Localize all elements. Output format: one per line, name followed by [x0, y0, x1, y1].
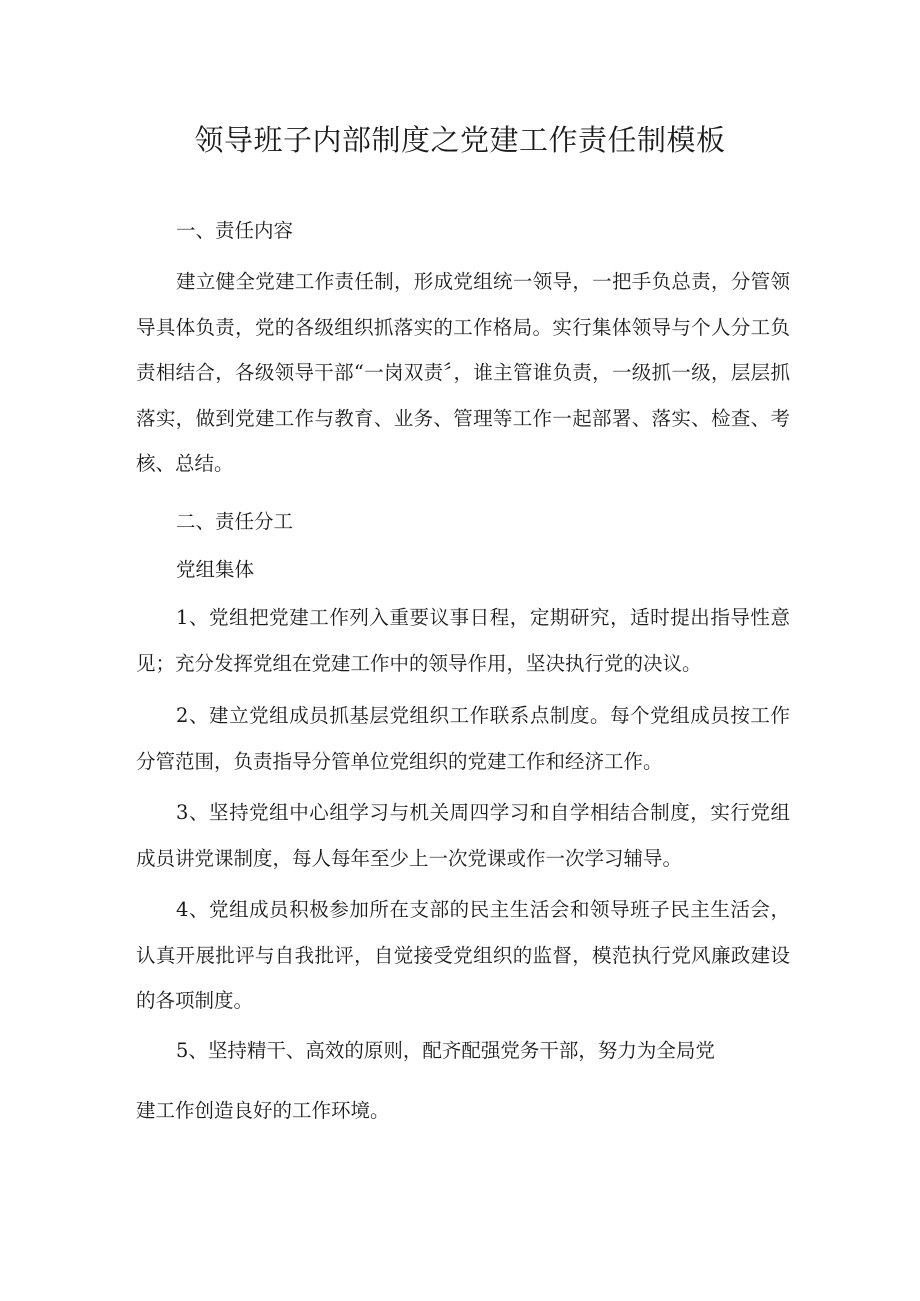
list-item-5-line-2: 建工作创造良好的工作环境。: [136, 1099, 390, 1122]
section-heading-responsibility-content: 一、责任内容: [176, 219, 294, 242]
paragraph-responsibility-content: 建立健全党建工作责任制，形成党组统一领导，一把手负总责，分管领导具体负责，党的各级组织抓落实的工作格局。实行集体领导与个人分工负责相结合，各级领导干部“一岗双责〞，谁主管谁负责，一级抓一级，层层抓落实，做到党建工作与教育、业务、管理等工作一起部署、落实、检查、考核、总结。: [136, 270, 790, 475]
list-item-1: 1、党组把党建工作列入重要议事日程，定期研究，适时提出指导性意见；充分发挥党组在党建工作中的领导作用，坚决执行党的决议。: [136, 606, 790, 675]
list-item-5-line-1: 5、坚持精干、高效的原则，配齐配强党务干部，努力为全局党: [176, 1039, 715, 1062]
section-heading-division-of-labor: 二、责任分工: [176, 510, 294, 533]
list-item-4: 4、党组成员积极参加所在支部的民主生活会和领导班子民主生活会，认真开展批评与自我批评，自觉接受党组织的监督，模范执行党风廉政建设的各项制度。: [136, 898, 790, 1012]
document-title: 领导班子内部制度之党建工作责任制模板: [194, 123, 726, 157]
list-item-2: 2、建立党组成员抓基层党组织工作联系点制度。每个党组成员按工作分管范围，负责指导分管单位党组织的党建工作和经济工作。: [136, 704, 790, 773]
list-item-3: 3、坚持党组中心组学习与机关周四学习和自学相结合制度，实行党组成员讲党课制度，每人每年至少上一次党课或作一次学习辅导。: [136, 801, 790, 870]
subheading-party-group: 党组集体: [176, 558, 255, 581]
